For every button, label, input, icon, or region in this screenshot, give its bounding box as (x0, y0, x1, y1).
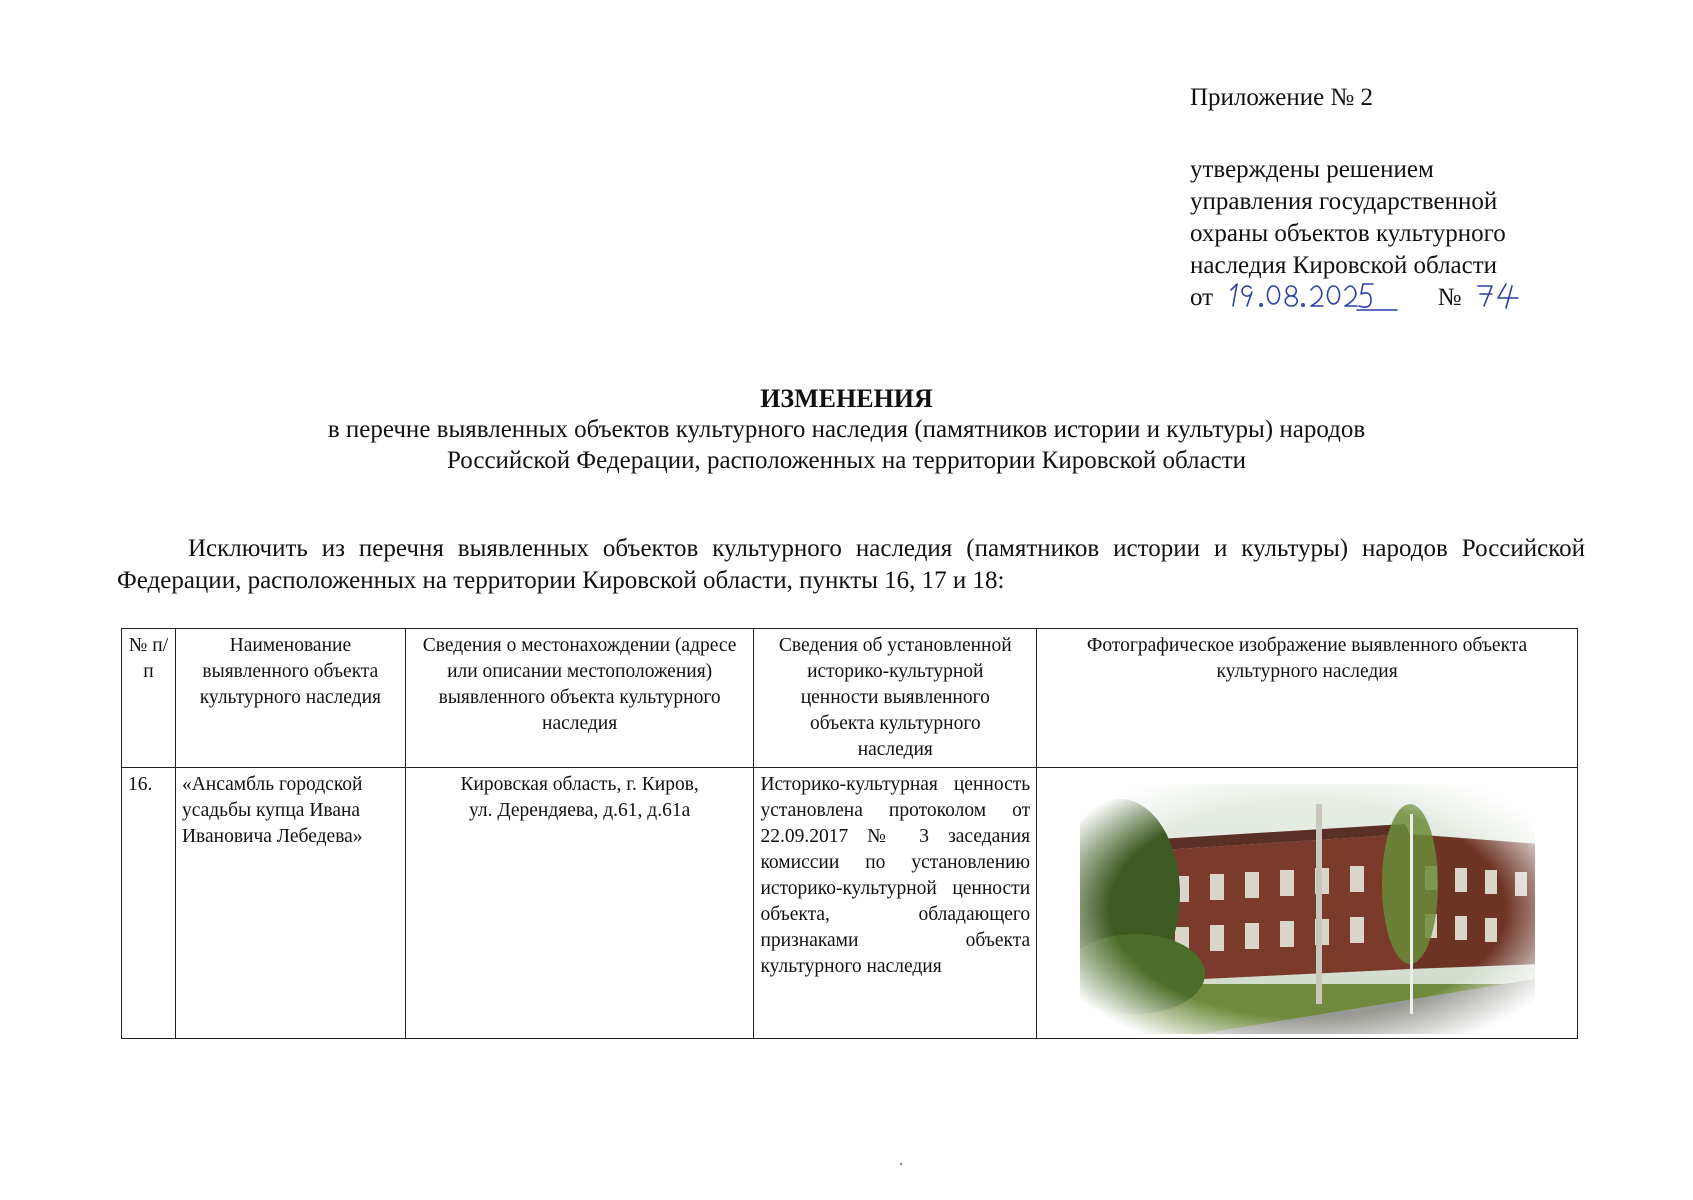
approved-line: управления государственной (1190, 188, 1498, 215)
header-name: Наименование выявленного объекта культурного наследия (175, 629, 405, 768)
header-location: Сведения о местонахождении (адресе или описании местоположения) выявленного объекта культурного наследия (405, 629, 754, 768)
approved-line: утверждены решением (1190, 156, 1434, 183)
table-header-row (122, 629, 1578, 768)
approval-date-line (1190, 282, 1526, 314)
handwritten-date (1227, 282, 1397, 314)
document-subtitle-line1: в перечне выявленных объектов культурного наследия (памятников истории и культуры) народов (327, 416, 1366, 443)
building-photo (1080, 784, 1535, 1034)
scan-speck (900, 1163, 902, 1165)
row-photo-cell (1037, 768, 1578, 1039)
appendix-block (1190, 82, 1526, 314)
row-number: 16. (122, 768, 176, 1039)
header-number: № п/п (122, 629, 176, 768)
row-heritage-value: Историко-культурная ценность установлена протоколом от 22.09.2017 № 3 заседания комиссии по установлению историко-культурной ценности объекта, обладающего признаками объекта культурного наследия (754, 768, 1037, 1039)
appendix-number: Приложение № 2 (1190, 84, 1374, 111)
document-title: ИЗМЕНЕНИЯ (760, 384, 933, 413)
handwritten-number (1476, 282, 1526, 314)
header-value: Сведения об установленной историко-культурной ценности выявленного объекта культурного наследия (754, 629, 1037, 768)
row-object-name: «Ансамбль городской усадьбы купца Ивана Ивановича Лебедева» (175, 768, 405, 1039)
exclusion-paragraph: Исключить из перечня выявленных объектов культурного наследия (памятников истории и культуры) народов Российской Федерации, расположенных на территории Кировской области, пункты 16, 17 и 18: (117, 535, 1585, 594)
from-prefix: от (1190, 284, 1214, 311)
approved-line: охраны объектов культурного (1190, 220, 1506, 247)
approved-line: наследия Кировской области (1190, 252, 1498, 279)
document-heading (0, 383, 1693, 476)
table-row (122, 768, 1578, 1039)
header-photo: Фотографическое изображение выявленного объекта культурного наследия (1037, 629, 1578, 768)
heritage-objects-table (121, 628, 1578, 1039)
row-address: Кировская область, г. Киров, ул. Дерендяева, д.61, д.61а (405, 768, 754, 1039)
document-subtitle-line2: Российской Федерации, расположенных на территории Кировской области (446, 447, 1247, 474)
number-prefix: № (1437, 284, 1462, 311)
